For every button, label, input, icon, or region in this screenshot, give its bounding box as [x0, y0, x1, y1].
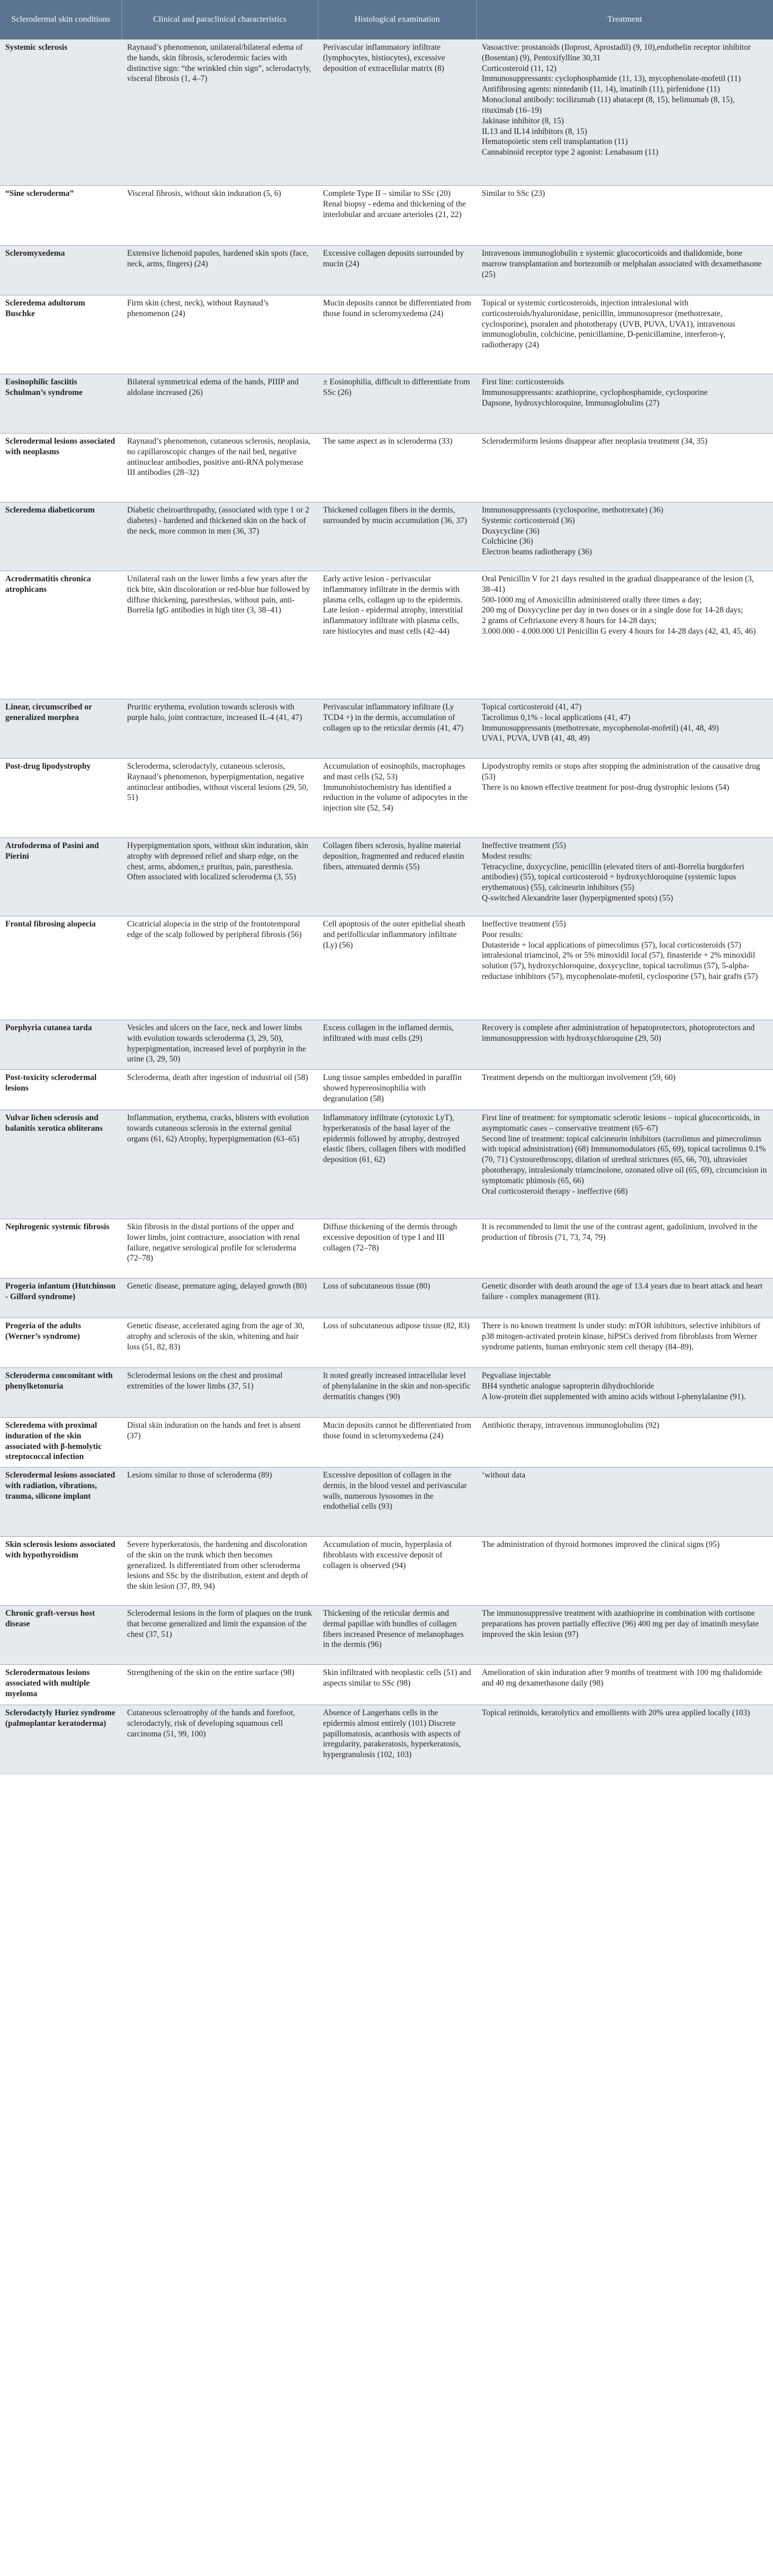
- treatment-line: Topical retinoids, keratolytics and emollients with 20% urea applied locally (103): [482, 1708, 750, 1717]
- treatment-line: Doxycycline (36): [482, 526, 540, 536]
- histology-cell: Collagen fibers sclerosis, hyaline material deposition, fragmented and reduced elastin fibers, attenuated dermis (55): [318, 838, 477, 916]
- clinical-cell: Sclerodermal lesions in the form of plaques on the trunk that become generalized and limit the expansion of the chest (37, 51): [122, 1606, 318, 1665]
- treatment-line: Q-switched Alexandrite laser (hyperpigmented spots) (55): [482, 894, 673, 903]
- treatment-line: Immunosuppressants (methotrexate, mycophenolat-mofetil) (41, 48, 49): [482, 723, 719, 733]
- condition-name-cell: Post-drug lipodystrophy: [0, 759, 122, 838]
- treatment-line: Systemic corticosteroid (36): [482, 516, 575, 525]
- clinical-cell: Inflammation, erythema, cracks, blisters with evolution towards cutaneous sclerosis in the external genital organs (61, 62) Atrophy, hyperpigmentation (63–65): [122, 1110, 318, 1219]
- treatment-line: BH4 synthetic analogue sapropterin dihydrochloride: [482, 1381, 654, 1391]
- treatment-line: Tacrolimus 0,1% - local applications (41, 47): [482, 713, 631, 722]
- treatment-line: First line of treatment: for symptomatic sclerotic lesions – topical glucocorticoids, in asymptomatic cases – conservative treatment (65–67): [482, 1113, 760, 1133]
- table-row: [0, 838, 773, 916]
- treatment-line: Amelioration of skin induration after 9 months of treatment with 100 mg thalidomide and 40 mg dexamethasone daily (98): [482, 1668, 762, 1688]
- clinical-cell: Genetic disease, accelerated aging from the age of 30, atrophy and sclerosis of the skin, whitening and hair loss (51, 82, 83): [122, 1318, 318, 1368]
- table-row: [0, 434, 773, 502]
- treatment-cell: [477, 1278, 773, 1318]
- treatment-cell: [477, 759, 773, 838]
- condition-name-cell: Scleredema diabeticorum: [0, 502, 122, 571]
- condition-name-cell: Skin sclerosis lesions associated with hypothyroidism: [0, 1537, 122, 1606]
- histology-cell: It noted greatly increased intracellular level of phenylalanine in the skin and non-specific dermatitis changes (90): [318, 1368, 477, 1418]
- table-row: [0, 1368, 773, 1418]
- treatment-line: Immunosuppressants: azathioprine, cyclophosphamide, cyclosporine: [482, 388, 708, 397]
- clinical-cell: Unilateral rash on the lower limbs a few years after the tick bite, skin discoloration or red-blue hue followed by diffuse thickening, paresthesias, without pain, anti-Borrelia IgG antibodies in high titer (3, 38–41): [122, 571, 318, 699]
- treatment-cell: [477, 1020, 773, 1070]
- condition-name-cell: Nephrogenic systemic fibrosis: [0, 1219, 122, 1278]
- treatment-line: ‘without data: [482, 1471, 526, 1480]
- histology-cell: Thickened collagen fibers in the dermis, surrounded by mucin accumulation (36, 37): [318, 502, 477, 571]
- treatment-line: Antibiotic therapy, intravenous immunoglobulins (92): [482, 1421, 660, 1430]
- treatment-line: The immunosuppressive treatment with azathioprine in combination with cortisone preparations has proven partially effective (96) 400 mg per day of imatinib mesylate improved the skin lesion (97): [482, 1609, 759, 1639]
- table-row: [0, 1020, 773, 1070]
- treatment-line: Topical corticosteroid (41, 47): [482, 702, 582, 711]
- histology-cell: Complete Type II – similar to SSc (20) Renal biopsy - edema and thickening of the interlobular and arcuate arterioles (21, 22): [318, 186, 477, 246]
- treatment-cell: [477, 246, 773, 295]
- table-row: [0, 1606, 773, 1665]
- treatment-line: Ineffective treatment (55): [482, 841, 566, 850]
- treatment-line: Recovery is complete after administration of hepatoprotectors, photoprotectors and immunosuppression with hydroxychloroquine (29, 50): [482, 1023, 755, 1043]
- table-row: [0, 916, 773, 1020]
- treatment-line: Electron beams radiotherapy (36): [482, 547, 592, 557]
- histology-cell: Excessive deposition of collagen in the dermis, in the blood vessel and perivascular walls, numerous lysosomes in the endothelial cells (93): [318, 1467, 477, 1537]
- treatment-line: 2 grams of Ceftriaxone every 8 hours for 14-28 days;: [482, 616, 657, 626]
- treatment-line: IL13 and IL14 inhibitors (8, 15): [482, 127, 587, 136]
- treatment-line: Topical or systemic corticosteroids, injection intralesional with corticosteroids/hyaluronidase, penicillin, immunosupresor (methotrexate, cyclosporine), psoralen and phototherapy (UVB, PUVA, UVA1), intravenous immunoglobulin, colchicine, penicillamine, D-penicillamine, interferon-γ, radiotherapy (24): [482, 299, 735, 350]
- table-row: [0, 246, 773, 295]
- condition-name-cell: Chronic graft-versus host disease: [0, 1606, 122, 1665]
- table-row: [0, 1537, 773, 1606]
- histology-cell: ± Eosinophilia, difficult to differentiate from SSc (26): [318, 374, 477, 434]
- condition-name-cell: Sclerodermal lesions associated with radiation, vibrations, trauma, silicone implant: [0, 1467, 122, 1537]
- treatment-line: Dutasteride + local applications of pimecolimus (57), local corticosteroids (57) intralesional triamcinol, 2% or 5% minoxidil local (57), finasteride + 2% minoxidil solution (57), hydroxychloroquine, doxycycline, topical tacrolimus (57), 5-alpha-reductase inhibitors (57), mycophenolate-mofetil, cyclosporine (57), hair grafts (57): [482, 940, 758, 981]
- table-row: [0, 186, 773, 246]
- table-row: [0, 571, 773, 699]
- table-row: [0, 699, 773, 759]
- treatment-line: Similar to SSc (23): [482, 189, 545, 198]
- treatment-cell: [477, 916, 773, 1020]
- treatment-cell: [477, 374, 773, 434]
- histology-cell: Loss of subcutaneous adipose tissue (82, 83): [318, 1318, 477, 1368]
- clinical-cell: Extensive lichenoid papules, hardened skin spots (face, neck, arms, fingers) (24): [122, 246, 318, 295]
- treatment-cell: [477, 1537, 773, 1606]
- condition-name-cell: Progeria infantum (Hutchinson - Gilford syndrome): [0, 1278, 122, 1318]
- treatment-line: Ineffective treatment (55): [482, 920, 566, 929]
- header-treatment: Treatment: [477, 0, 773, 40]
- clinical-cell: Visceral fibrosis, without skin induration (5, 6): [122, 186, 318, 246]
- condition-name-cell: Vulvar lichen sclerosis and balanitis xerotica obliterans: [0, 1110, 122, 1219]
- clinical-cell: Bilateral symmetrical edema of the hands, PIIIP and aldolase increased (26): [122, 374, 318, 434]
- clinical-cell: Genetic disease, premature aging, delayed growth (80): [122, 1278, 318, 1318]
- treatment-cell: [477, 1070, 773, 1110]
- clinical-cell: Lesions similar to those of scleroderma (89): [122, 1467, 318, 1537]
- histology-cell: Accumulation of eosinophils, macrophages and mast cells (52, 53) Immunohistochemistry has identified a reduction in the volume of adipocytes in the injection site (52, 54): [318, 759, 477, 838]
- clinical-cell: Severe hyperkeratosis, the hardening and discoloration of the skin on the trunk which then becomes generalized. Is differentiated from other scleroderma lesions and SSc by the distribution, extent and depth of the skin lesion (37, 89, 94): [122, 1537, 318, 1606]
- treatment-line: Antifibrosing agents: nintedanib (11, 14), imatinib (11), pirfenidone (11): [482, 85, 720, 94]
- treatment-cell: [477, 1467, 773, 1537]
- treatment-line: Monoclonal antibody: tocilizumab (11) abatacept (8, 15), belimumab (8, 15), rituximab (16–19): [482, 95, 735, 115]
- treatment-line: Corticosteroid (11, 12): [482, 64, 557, 73]
- clinical-cell: Distal skin induration on the hands and feet is absent (37): [122, 1418, 318, 1467]
- table-row: [0, 1219, 773, 1278]
- treatment-cell: [477, 1368, 773, 1418]
- treatment-line: Oral Penicillin V for 21 days resulted in the gradual disappearance of the lesion (3, 38–41): [482, 574, 754, 594]
- treatment-line: Jakinase inhibitor (8, 15): [482, 116, 564, 125]
- histology-cell: The same aspect as in scleroderma (33): [318, 434, 477, 502]
- header-histology: Histological examination: [318, 0, 477, 40]
- table-row: [0, 40, 773, 186]
- treatment-line: Oral corticosteroid therapy - ineffective (68): [482, 1186, 628, 1196]
- clinical-cell: Firm skin (chest, neck), without Raynaud’s phenomenon (24): [122, 295, 318, 374]
- condition-name-cell: Linear, circumscribed or generalized morphea: [0, 699, 122, 759]
- table-row: [0, 1705, 773, 1775]
- histology-cell: Perivascular inflammatory infiltrate (Ly TCD4 +) in the dermis, accumulation of collagen up to the reticular dermis (41, 47): [318, 699, 477, 759]
- treatment-line: Tetracycline, doxycycline, penicillin (elevated titers of anti-Borrelia burgdorferi antibodies) (55), topical corticosteroid + hydroxychloroquine (systemic lupus erythematous) (55), calcineurin inhibitors (55): [482, 862, 744, 893]
- treatment-line: Pegvaliase injectable: [482, 1371, 551, 1380]
- condition-name-cell: Scleredema adultorum Buschke: [0, 295, 122, 374]
- treatment-line: Hematopoietic stem cell transplantation (11): [482, 137, 628, 147]
- treatment-line: Sclerodermiform lesions disappear after neoplasia treatment (34, 35): [482, 437, 708, 446]
- treatment-line: There is no known treatment Is under study: mTOR inhibitors, selective inhibitors of p38 mitogen-activated protein kinase, hiPSCs derived from fibroblasts from Werner syndrome patients, human embryonic stem cell therapy (84–89).: [482, 1321, 761, 1352]
- treatment-line: UVA1, PUVA, UVB (41, 48, 49): [482, 734, 590, 743]
- treatment-cell: [477, 571, 773, 699]
- condition-name-cell: Sclerodermatous lesions associated with multiple myeloma: [0, 1665, 122, 1705]
- treatment-line: A low-protein diet supplemented with amino acids without l-phenylalanine (91).: [482, 1392, 746, 1401]
- histology-cell: Mucin deposits cannot be differentiated from those found in scleromyxedema (24): [318, 295, 477, 374]
- treatment-cell: [477, 838, 773, 916]
- treatment-line: Immunosuppressants (cyclosporine, methotrexate) (36): [482, 506, 663, 515]
- condition-name-cell: Acrodermatitis chronica atrophicans: [0, 571, 122, 699]
- clinical-cell: Cicatricial alopecia in the strip of the frontotemporal edge of the scalp followed by peripheral fibrosis (56): [122, 916, 318, 1020]
- table-row: [0, 1467, 773, 1537]
- table-row: [0, 1418, 773, 1467]
- treatment-line: 500-1000 mg of Amoxicillin administered orally three times a day;: [482, 595, 702, 605]
- histology-cell: Mucin deposits cannot be differentiated from those found in scleromyxedema (24): [318, 1418, 477, 1467]
- clinical-cell: Scleroderma, death after ingestion of industrial oil (58): [122, 1070, 318, 1110]
- treatment-cell: [477, 295, 773, 374]
- clinical-cell: Pruritic erythema, evolution towards sclerosis with purple halo, joint contracture, increased IL-4 (41, 47): [122, 699, 318, 759]
- histology-cell: Skin infiltrated with neoplastic cells (51) and aspects similar to SSc (98): [318, 1665, 477, 1705]
- table-row: [0, 374, 773, 434]
- treatment-cell: [477, 1110, 773, 1219]
- clinical-cell: Hyperpigmentation spots, without skin induration, skin atrophy with depressed relief and sharp edge, on the chest, arms, abdomen,± pruritus, pain, paresthesia. Often associated with localized scleroderma (3, 55): [122, 838, 318, 916]
- condition-name-cell: Atrofoderma of Pasini and Pierini: [0, 838, 122, 916]
- histology-cell: Excessive collagen deposits surrounded by mucin (24): [318, 246, 477, 295]
- treatment-line: 3.000.000 - 4.000.000 UI Penicillin G every 4 hours for 14-28 days (42, 43, 45, 46): [482, 627, 756, 636]
- condition-name-cell: Post-toxicity sclerodermal lesions: [0, 1070, 122, 1110]
- treatment-line: The administration of thyroid hormones improved the clinical signs (95): [482, 1540, 720, 1549]
- histology-cell: Diffuse thickening of the dermis through excessive deposition of type I and III collagen (72–78): [318, 1219, 477, 1278]
- condition-name-cell: Systemic sclerosis: [0, 40, 122, 186]
- treatment-cell: [477, 1705, 773, 1775]
- clinical-cell: Cutaneous scleroatrophy of the hands and forefoot, sclerodactyly, risk of developing squamous cell carcinoma (51, 99, 100): [122, 1705, 318, 1775]
- condition-name-cell: Eosinophilic fasciitis Schulman’s syndrome: [0, 374, 122, 434]
- treatment-cell: [477, 40, 773, 186]
- header-clinical: Clinical and paraclinical characteristics: [122, 0, 318, 40]
- table-row: [0, 295, 773, 374]
- treatment-cell: [477, 1606, 773, 1665]
- histology-cell: Loss of subcutaneous tissue (80): [318, 1278, 477, 1318]
- treatment-line: Vasoactive: prostanoids (Iloprost, Aprostadil) (9, 10),endothelin receptor inhibitor (Bosentan) (9), Pentoxifylline 30,31: [482, 43, 751, 62]
- treatment-cell: [477, 1418, 773, 1467]
- condition-name-cell: Porphyria cutanea tarda: [0, 1020, 122, 1070]
- table-row: [0, 1278, 773, 1318]
- treatment-line: Immunosuppressants: cyclophosphamide (11, 13), mycophenolate-mofetil (11): [482, 74, 741, 84]
- table-row: [0, 1318, 773, 1368]
- histology-cell: Lung tissue samples embedded in paraffin showed hypereosinophilia with degranulation (58): [318, 1070, 477, 1110]
- clinical-cell: Scleroderma, sclerodactyly, cutaneous sclerosis, Raynaud’s phenomenon, hyperpigmentation, negative antinuclear antibodies, without visceral lesions (29, 50, 51): [122, 759, 318, 838]
- treatment-cell: [477, 699, 773, 759]
- clinical-cell: Vesicles and ulcers on the face, neck and lower limbs with evolution towards scleroderma (3, 29, 50), hyperpigmentation, increased level of porphyrin in the urine (3, 29, 50): [122, 1020, 318, 1070]
- histology-cell: Early active lesion - perivascular inflammatory infiltrate in the dermis with plasma cells, collagen up to the epidermis. Late lesion - epidermal atrophy, interstitial inflammatory infiltrate with plasma cells, rare histiocytes and mast cells (42–44): [318, 571, 477, 699]
- condition-name-cell: Scleredema with proximal induration of the skin associated with β-hemolytic streptococcal infection: [0, 1418, 122, 1467]
- clinical-cell: Sclerodermal lesions on the chest and proximal extremities of the lower limbs (37, 51): [122, 1368, 318, 1418]
- condition-name-cell: Sclerodactyly Huriez syndrome (palmoplantar keratoderma): [0, 1705, 122, 1775]
- treatment-cell: [477, 434, 773, 502]
- condition-name-cell: Progeria of the adults (Werner’s syndrome): [0, 1318, 122, 1368]
- treatment-line: 200 mg of Doxycycline per day in two doses or in a single dose for 14-28 days;: [482, 606, 743, 615]
- treatment-cell: [477, 1318, 773, 1368]
- treatment-line: Treatment depends on the multiorgan involvement (59, 60): [482, 1073, 676, 1082]
- treatment-line: It is recommended to limit the use of the contrast agent, gadolinium, involved in the production of fibrosis (71, 73, 74, 79): [482, 1222, 758, 1242]
- table-row: [0, 1070, 773, 1110]
- clinical-cell: Skin fibrosis in the distal portions of the upper and lower limbs, joint contracture, association with renal failure, negative serological profile for scleroderma (72–78): [122, 1219, 318, 1278]
- treatment-cell: [477, 1219, 773, 1278]
- condition-name-cell: Scleroderma concomitant with phenylketonuria: [0, 1368, 122, 1418]
- histology-cell: Cell apoptosis of the outer epithelial sheath and perifollicular inflammatory infiltrate (Ly) (56): [318, 916, 477, 1020]
- treatment-cell: [477, 502, 773, 571]
- histology-cell: Accumulation of mucin, hyperplasia of fibroblasts with excessive deposit of collagen is observed (94): [318, 1537, 477, 1606]
- clinical-cell: Raynaud’s phenomenon, cutaneous sclerosis, neoplasia, no capillaroscopic changes of the nail bed, negative antinuclear antibodies, positive anti-RNA polymerase III antibodies (28–32): [122, 434, 318, 502]
- treatment-line: Modest results:: [482, 851, 533, 861]
- condition-name-cell: Frontal fibrosing alopecia: [0, 916, 122, 1020]
- treatment-line: Intravenous immunoglobulin ± systemic glucocorticoids and thalidomide, bone marrow transplantation and bortezomib or melphalan associated with dexamethasone (25): [482, 249, 762, 279]
- treatment-line: Second line of treatment: topical calcineurin inhibitors (tacrolimus and pimecrolimus with topical administration) (68) Immunomodulators (65, 69), topical tacrolimus 0.1% (70, 71) Cystourethroscopy, dilation of urethral strictures (65, 66, 70), ultraviolet phototherapy, intralesionaly triamcinolone, ozonated olive oil (65, 69), circumcision in symptomatic phimosis (65, 66): [482, 1134, 767, 1185]
- condition-name-cell: Scleromyxedema: [0, 246, 122, 295]
- treatment-cell: [477, 1665, 773, 1705]
- histology-cell: Thickening of the reticular dermis and dermal papillae with bundles of collagen fibers increased Presence of melanophages in the dermis (96): [318, 1606, 477, 1665]
- treatment-line: Poor results:: [482, 930, 523, 939]
- histology-cell: Inflammatory infiltrate (cytotoxic LyT), hyperkeratosis of the basal layer of the epidermis followed by atrophy, destroyed elastic fibers, collagen fibers with modified deposition (61, 62): [318, 1110, 477, 1219]
- table-row: [0, 1665, 773, 1705]
- treatment-line: First line: corticosteroids: [482, 377, 564, 386]
- treatment-line: There is no known effective treatment for post-drug dystrophic lesions (54): [482, 782, 730, 792]
- treatment-cell: [477, 186, 773, 246]
- clinical-cell: Diabetic cheiroarthropathy, (associated with type 1 or 2 diabetes) - hardened and thickened skin on the back of the neck, more common in men (36, 37): [122, 502, 318, 571]
- clinical-cell: Strengthening of the skin on the entire surface (98): [122, 1665, 318, 1705]
- histology-cell: Absence of Langerhans cells in the epidermis almost entirely (101) Discrete papillomatosis, acanthosis with aspects of irregularity, parakeratosis, hyperkeratosis, hypergranulosis (102, 103): [318, 1705, 477, 1775]
- treatment-line: Lipodystrophy remits or stops after stopping the administration of the causative drug (53): [482, 762, 760, 781]
- table-row: [0, 759, 773, 838]
- histology-cell: Excess collagen in the inflamed dermis, infiltrated with mast cells (29): [318, 1020, 477, 1070]
- condition-name-cell: “Sine scleroderma”: [0, 186, 122, 246]
- condition-name-cell: Sclerodermal lesions associated with neoplasms: [0, 434, 122, 502]
- table-row: [0, 1110, 773, 1219]
- table-header-row: [0, 0, 773, 40]
- treatment-line: Dapsone, hydroxychloroquine, Immunoglobulins (27): [482, 398, 660, 408]
- treatment-line: Cannabinoid receptor type 2 agonist: Lenabasum (11): [482, 148, 659, 157]
- clinical-cell: Raynaud’s phenomenon, unilateral/bilateral edema of the hands, skin fibrosis, sclerodermic facies with distinctive sign: “the wrinkled chin sign”, sclerodactyly, visceral fibrosis (1, 4–7): [122, 40, 318, 186]
- treatment-line: Genetic disorder with death around the age of 13.4 years due to heart attack and heart failure - complex management (81).: [482, 1282, 763, 1301]
- treatment-line: Colchicine (36): [482, 537, 533, 546]
- histology-cell: Perivascular inflammatory infiltrate (lymphocytes, histiocytes), excessive deposition of extracellular matrix (8): [318, 40, 477, 186]
- header-conditions: Sclerodermal skin conditions: [0, 0, 122, 40]
- table-row: [0, 502, 773, 571]
